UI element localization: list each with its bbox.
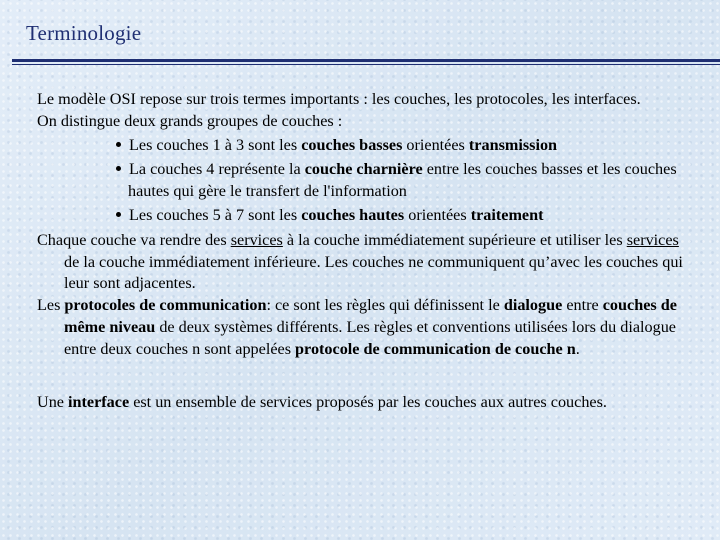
paragraph-osi-terms: Le modèle OSI repose sur trois termes importants : les couches, les protocoles, les interfaces.	[37, 90, 641, 108]
paragraph-protocols: Les protocoles de communication: ce sont les règles qui définissent le dialogue entre couches de même niveau de deux systèmes différents. Les règles et conventions utilisées lors du dialogue entre deux couches n sont appelées protocole de communication de couche n.	[37, 296, 677, 358]
bullet-icon	[116, 166, 121, 171]
paragraph-services: Chaque couche va rendre des services à la couche immédiatement supérieure et utiliser les services de la couche immédiatement inférieure. Les couches ne communiquent qu’avec les couches qui leur sont adjacentes.	[37, 230, 683, 293]
list-item: Les couches 1 à 3 sont les couches basses orientées transmission	[37, 135, 685, 157]
title-divider-thick	[12, 59, 720, 62]
slide-body	[37, 89, 685, 413]
title-divider-thin	[12, 64, 720, 65]
list-item: Les couches 5 à 7 sont les couches hautes orientées traitement	[37, 205, 685, 227]
bullet-icon	[116, 142, 121, 147]
slide-title: Terminologie	[26, 21, 142, 45]
layer-groups-list	[37, 135, 685, 227]
paragraph-interface: Une interface est un ensemble de services proposés par les couches aux autres couches.	[37, 392, 607, 411]
paragraph-layer-groups: On distingue deux grands groupes de couches :	[37, 111, 343, 130]
paragraph-spacer	[37, 361, 685, 392]
list-item: La couches 4 représente la couche charnière entre les couches basses et les couches hautes qui gère le transfert de l'information	[37, 159, 685, 203]
bullet-icon	[116, 212, 121, 217]
